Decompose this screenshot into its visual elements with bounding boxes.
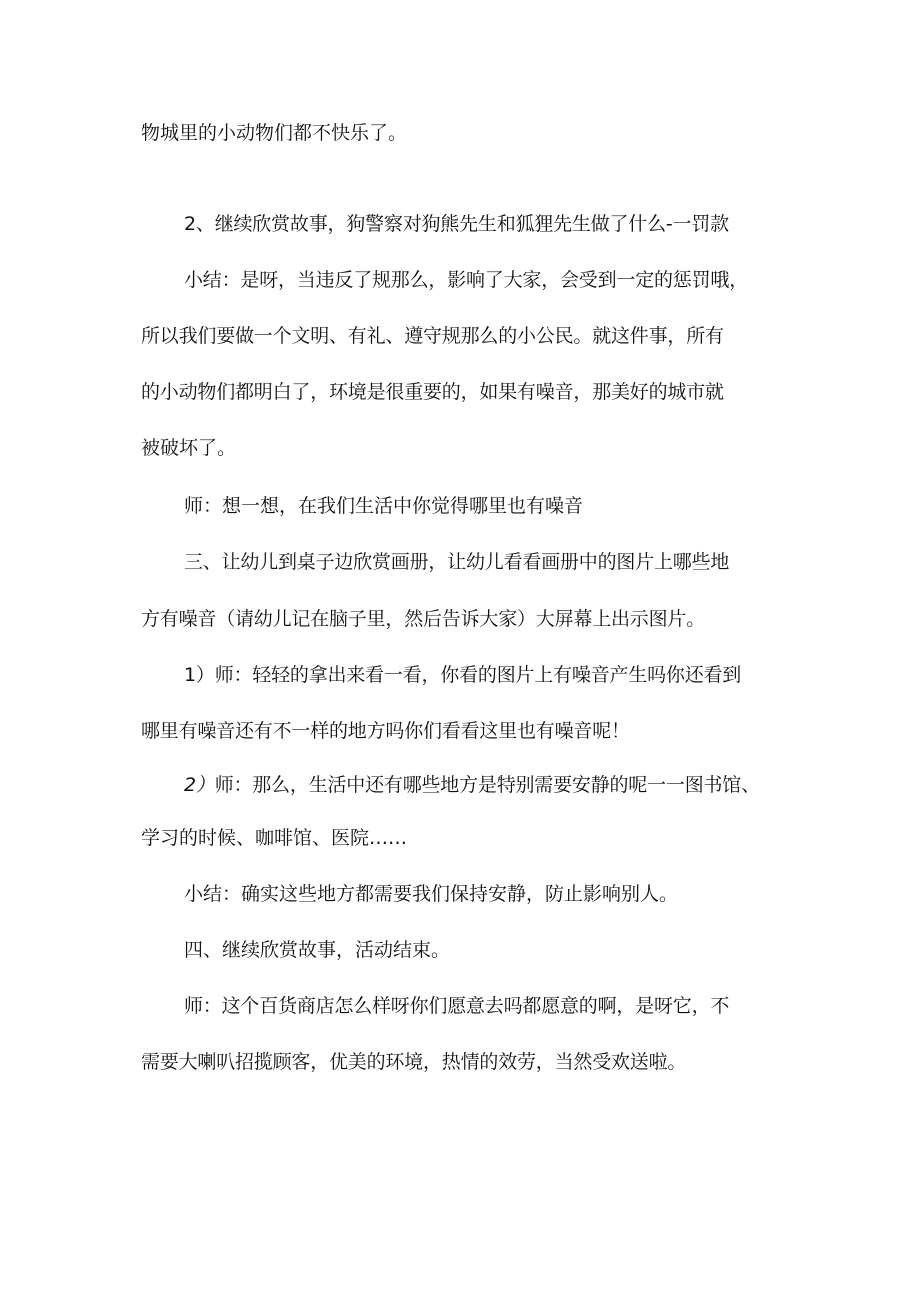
paragraph-line-item-1-cont: 哪里有噪音还有不一样的地方吗你们看看这里也有噪音呢！: [141, 720, 630, 742]
paragraph-line-story-step-2: 2、继续欣赏故事，狗警察对狗熊先生和狐狸先生做了什么-一罚款: [184, 213, 729, 235]
paragraph-line-summary-cont-2: 的小动物们都明白了，环境是很重要的，如果有噪音，那美好的城市就: [141, 381, 724, 403]
paragraph-line-section-4: 四、继续欣赏故事，活动结束。: [184, 939, 451, 961]
paragraph-line-summary-cont-3: 被破坏了。: [141, 437, 237, 459]
paragraph-line-item-2: [184, 770, 784, 800]
item-2-marker: 2）: [184, 774, 215, 796]
paragraph-line-item-1: 1）师：轻轻的拿出来看一看，你看的图片上有噪音产生吗你还看到: [184, 664, 742, 686]
paragraph-line-teacher-closing-cont: 需要大喇叭招揽顾客，优美的环境，热情的效劳，当然受欢送啦。: [141, 1051, 687, 1073]
paragraph-line-section-3-cont: 方有噪音（请幼儿记在脑子里，然后告诉大家）大屏幕上出示图片。: [141, 608, 706, 630]
paragraph-line-summary-cont-1: 所以我们要做一个文明、有礼、遵守规那么的小公民。就这件事，所有: [141, 325, 724, 347]
paragraph-line-summary-2: 小结：确实这些地方都需要我们保持安静，防止影响别人。: [184, 883, 679, 905]
paragraph-line-section-3: 三、让幼儿到桌子边欣赏画册，让幼儿看看画册中的图片上哪些地: [184, 551, 730, 573]
paragraph-line-continuation: 物城里的小动物们都不快乐了。: [141, 122, 408, 144]
paragraph-line-teacher-closing: 师：这个百货商店怎么样呀你们愿意去吗都愿意的啊，是呀它，不: [184, 995, 730, 1017]
paragraph-line-summary: 小结：是呀，当违反了规那么，影响了大家，会受到一定的惩罚哦，: [184, 269, 749, 291]
item-2-text: 师：那么，生活中还有哪些地方是特别需要安静的呢一一图书馆、: [214, 774, 760, 796]
paragraph-line-item-2-cont: 学习的时候、咖啡馆、医院……: [141, 827, 408, 849]
paragraph-line-teacher-question: 师：想一想，在我们生活中你觉得哪里也有噪音: [184, 495, 584, 517]
